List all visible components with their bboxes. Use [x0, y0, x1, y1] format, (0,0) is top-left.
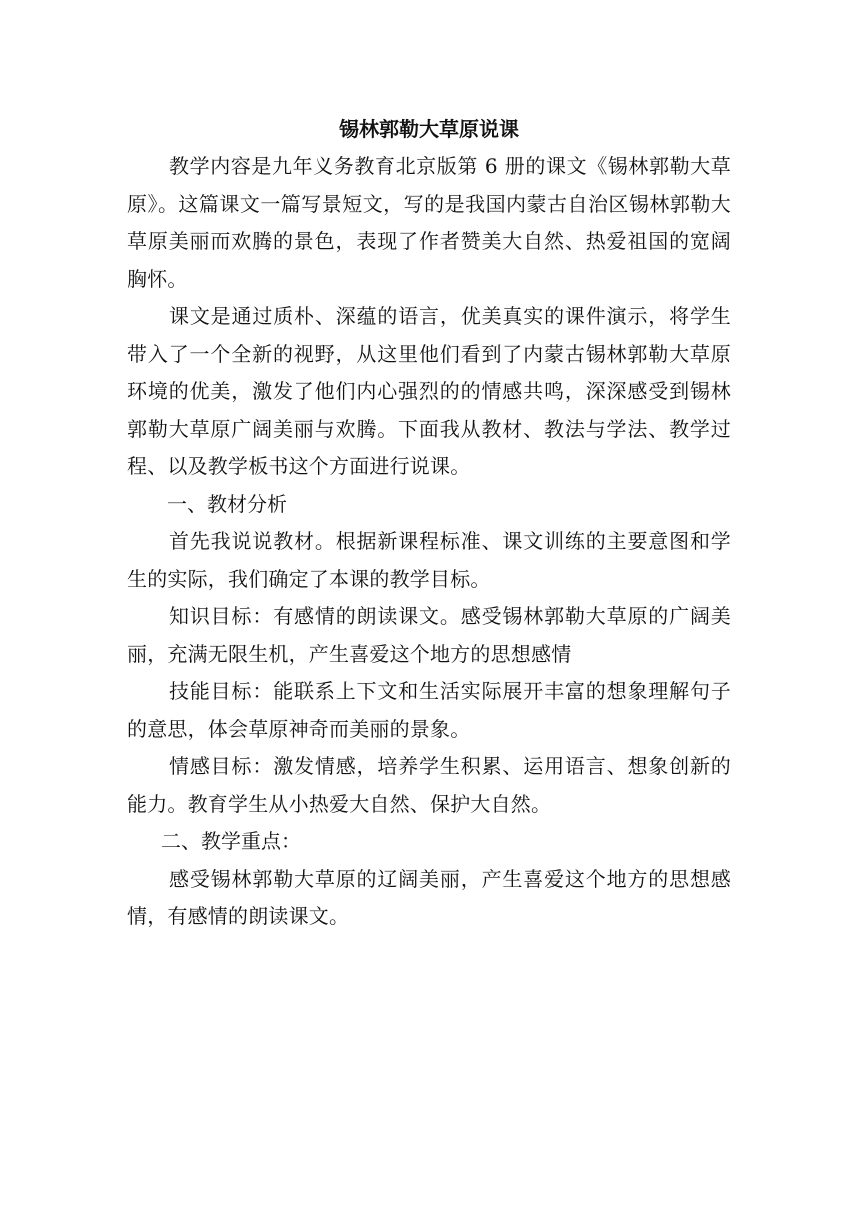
intro-paragraph-1: 教学内容是九年义务教育北京版第 6 册的课文《锡林郭勒大草原》。这篇课文一篇写景短文，写的是我国内蒙古自治区锡林郭勒大草原美丽而欢腾的景色，表现了作者赞美大自然、热爱祖国的宽阔胸怀。 [127, 154, 731, 291]
document-body [127, 112, 731, 936]
section-heading-textbook-analysis: 一、教材分析 [167, 491, 287, 516]
knowledge-goal-paragraph: 知识目标：有感情的朗读课文。感受锡林郭勒大草原的广阔美丽，充满无限生机，产生喜爱这个地方的思想感情 [127, 604, 731, 666]
textbook-paragraph-1: 首先我说说教材。根据新课程标准、课文训练的主要意图和学生的实际，我们确定了本课的教学目标。 [127, 529, 731, 591]
document-title: 锡林郭勒大草原说课 [339, 117, 519, 141]
teaching-focus-paragraph: 感受锡林郭勒大草原的辽阔美丽，产生喜爱这个地方的思想感情，有感情的朗读课文。 [127, 866, 731, 928]
skill-goal-paragraph: 技能目标：能联系上下文和生活实际展开丰富的想象理解句子的意思，体会草原神奇而美丽的景象。 [127, 679, 731, 741]
intro-paragraph-2: 课文是通过质朴、深蕴的语言，优美真实的课件演示，将学生带入了一个全新的视野，从这里他们看到了内蒙古锡林郭勒大草原环境的优美，激发了他们内心强烈的的情感共鸣，深深感受到锡林郭勒大草原广阔美丽与欢腾。下面我从教材、教法与学法、教学过程、以及教学板书这个方面进行说课。 [127, 304, 731, 478]
emotion-goal-paragraph: 情感目标：激发情感，培养学生积累、运用语言、想象创新的能力。教育学生从小热爱大自然、保护大自然。 [127, 754, 731, 816]
section-heading-teaching-focus: 二、教学重点： [161, 829, 301, 853]
